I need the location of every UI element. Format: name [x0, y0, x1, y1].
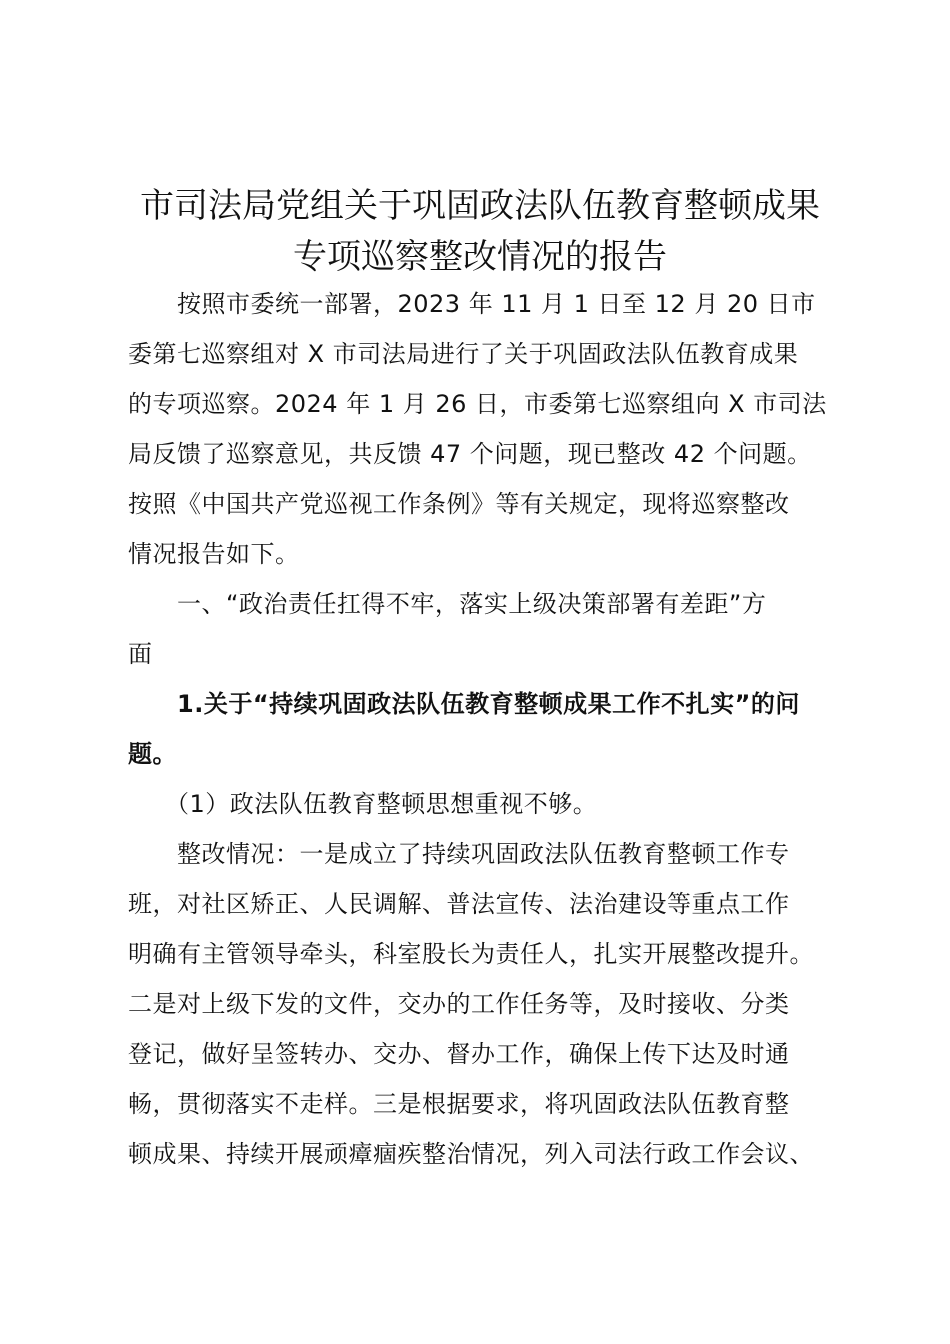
- body-line: 情况报告如下。: [128, 540, 300, 568]
- subsection-heading: 1.关于“持续巩固政法队伍教育整顿成果工作不扎实”的问: [128, 690, 800, 718]
- body-line: 班，对社区矫正、人民调解、普法宣传、法治建设等重点工作: [128, 890, 790, 918]
- body-line: 二是对上级下发的文件，交办的工作任务等，及时接收、分类: [128, 990, 790, 1018]
- body-line: 按照市委统一部署，2023 年 11 月 1 日至 12 月 20 日市: [128, 290, 816, 318]
- document-title-line-1: 市司法局党组关于巩固政法队伍教育整顿成果: [140, 186, 820, 226]
- body-line: 的专项巡察。2024 年 1 月 26 日，市委第七巡察组向 X 市司法: [128, 390, 827, 418]
- body-line: 委第七巡察组对 X 市司法局进行了关于巩固政法队伍教育成果: [128, 340, 799, 368]
- body-line: 畅，贯彻落实不走样。三是根据要求，将巩固政法队伍教育整: [128, 1090, 790, 1118]
- body-line: 整改情况：一是成立了持续巩固政法队伍教育整顿工作专: [128, 840, 790, 868]
- item-heading: （1）政法队伍教育整顿思想重视不够。: [128, 790, 598, 818]
- body-line: 明确有主管领导牵头，科室股长为责任人，扎实开展整改提升。: [128, 940, 814, 968]
- body-line: 登记，做好呈签转办、交办、督办工作，确保上传下达及时通: [128, 1040, 790, 1068]
- section-heading: 面: [128, 640, 153, 668]
- body-line: 按照《中国共产党巡视工作条例》等有关规定，现将巡察整改: [128, 490, 790, 518]
- body-line: 顿成果、持续开展顽瘴痼疾整治情况，列入司法行政工作会议、: [128, 1140, 814, 1168]
- section-heading: 一、“政治责任扛得不牢，落实上级决策部署有差距”方: [128, 590, 767, 618]
- subsection-heading: 题。: [128, 740, 177, 768]
- body-line: 局反馈了巡察意见，共反馈 47 个问题，现已整改 42 个问题。: [128, 440, 812, 468]
- document-title-line-2: 专项巡察整改情况的报告: [293, 237, 667, 277]
